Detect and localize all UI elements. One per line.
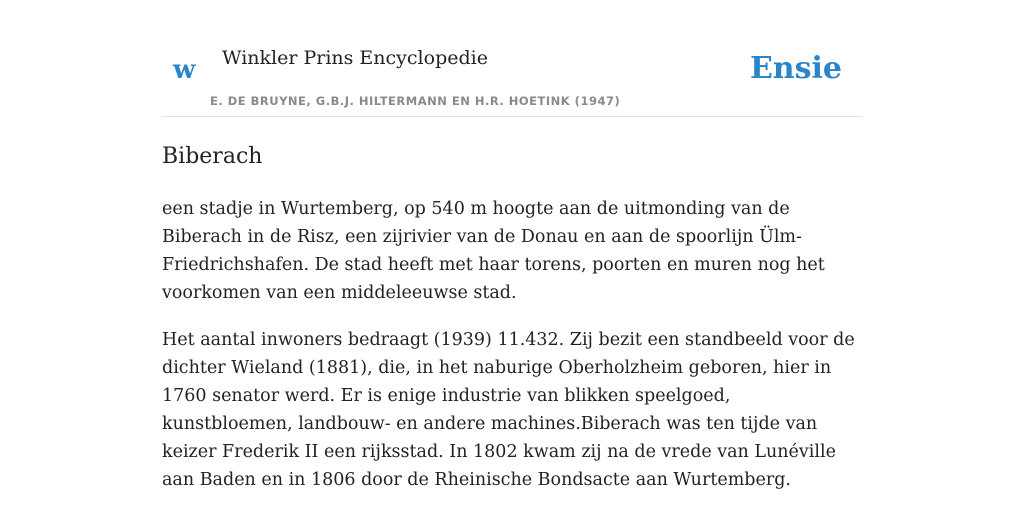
article-paragraph-2: Het aantal inwoners bedraagt (1939) 11.432. Zij bezit een standbeeld voor de dichter Wieland (1881), die, in het naburige Oberholzheim geboren, hier in 1760 senator werd. Er is enige industrie van blikken speelgoed, kunstbloemen, landbouw- en andere machines.Biberach was ten tijde van keizer Frederik II een rijksstad. In 1802 kwam zij na de vrede van Lunéville aan Baden en in 1806 door de Rheinische Bondsacte aan Wurtemberg. bbox=[162, 330, 855, 490]
ensie-logo-link[interactable]: Ensie bbox=[749, 51, 842, 86]
article-paragraph-1: een stadje in Wurtemberg, op 540 m hoogte aan de uitmonding van de Biberach in de Risz, een zijrivier van de Donau en aan de spoorlijn Ülm-Friedrichshafen. De stad heeft met haar torens, poorten en muren nog het voorkomen van een middeleeuwse stad. bbox=[162, 199, 825, 303]
page bbox=[162, 0, 862, 494]
source-authors: E. DE BRUYNE, G.B.J. HILTERMANN EN H.R. HOETINK (1947) bbox=[210, 94, 621, 108]
source-logo[interactable]: w bbox=[173, 55, 196, 85]
article-title: Biberach bbox=[162, 144, 263, 169]
source-title[interactable]: Winkler Prins Encyclopedie bbox=[222, 47, 488, 69]
article-body bbox=[162, 195, 862, 494]
source-header bbox=[162, 0, 862, 117]
